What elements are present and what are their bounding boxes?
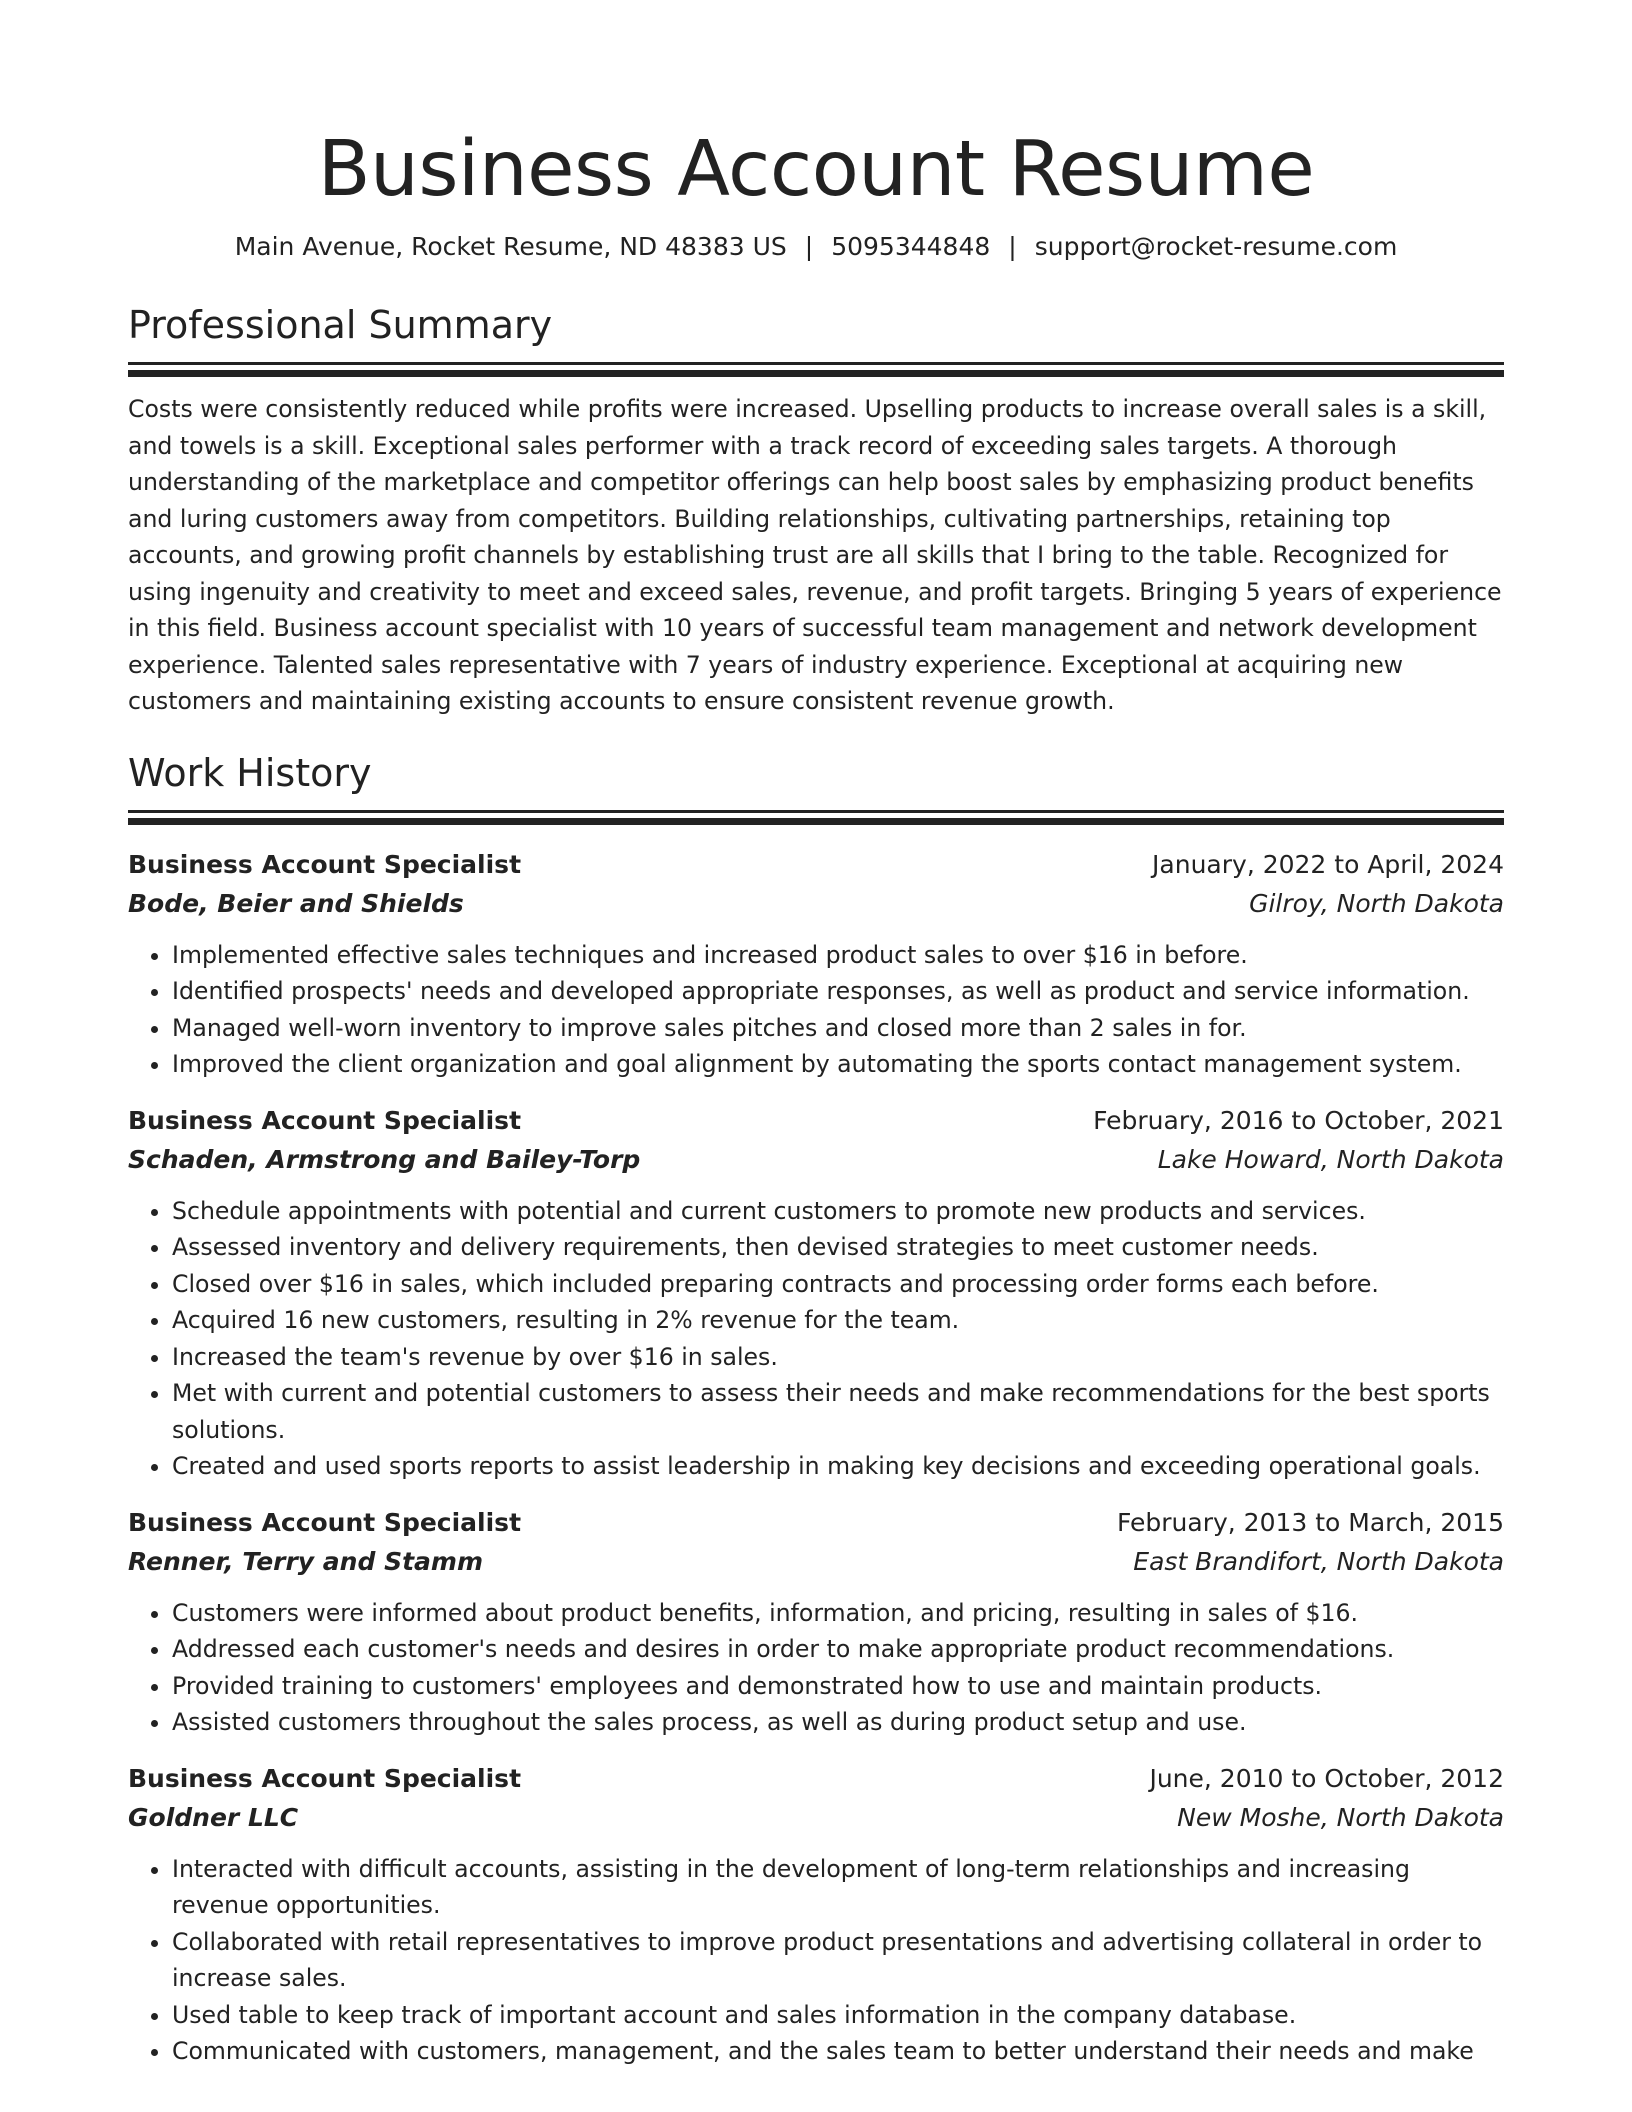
summary-text: Costs were consistently reduced while profits were increased. Upselling products to increase overall sales is a skill, and towels is a skill. Exceptional sales performer with a track record of exceeding sales targets. A thorough understanding of the marketplace and competitor offerings can help boost sales by emphasizing product benefits and luring customers away from competitors. Building relationships, cultivating partnerships, retaining top accounts, and growing profit channels by establishing trust are all skills that I bring to the table. Recognized for using ingenuity and creativity to meet and exceed sales, revenue, and profit targets. Bringing 5 years of experience in this field. Business account specialist with 10 years of successful team management and network development experience. Talented sales representative with 7 years of industry experience. Exceptional at acquiring new customers and maintaining existing accounts to ensure consistent revenue growth. xyxy=(128,395,1502,715)
job-bullet-list xyxy=(128,937,1504,1083)
job-bullet: • Closed over $16 in sales, which included preparing contracts and processing order forms each before. xyxy=(172,1266,1504,1303)
job-bullet: • Provided training to customers' employees and demonstrated how to use and maintain products. xyxy=(172,1668,1504,1705)
job-title-row xyxy=(128,1503,1504,1543)
job-bullet-list xyxy=(128,1851,1504,2070)
job-company: Goldner LLC xyxy=(128,1802,299,1832)
job-bullet: • Assessed inventory and delivery requirements, then devised strategies to meet customer needs. xyxy=(172,1229,1504,1266)
contact-phone: 5095344848 xyxy=(831,232,991,261)
job-company-row xyxy=(128,1799,1504,1837)
section-divider-thick xyxy=(128,370,1504,377)
job-bullet: • Managed well-worn inventory to improve sales pitches and closed more than 2 sales in for. xyxy=(172,1010,1504,1047)
contact-separator: | xyxy=(1008,232,1017,261)
job-company: Bode, Beier and Shields xyxy=(128,888,464,918)
job-entry xyxy=(128,1759,1504,2070)
job-entry xyxy=(128,1503,1504,1741)
section-divider-thin xyxy=(128,810,1504,813)
job-bullet: • Acquired 16 new customers, resulting in 2% revenue for the team. xyxy=(172,1302,1504,1339)
job-dates: February, 2016 to October, 2021 xyxy=(1093,1105,1504,1135)
section-heading-summary: Professional Summary xyxy=(128,303,553,347)
job-bullet: • Improved the client organization and goal alignment by automating the sports contact management system. xyxy=(172,1046,1504,1083)
job-location: Gilroy, North Dakota xyxy=(1249,888,1504,918)
job-entry xyxy=(128,1101,1504,1485)
job-title-row xyxy=(128,845,1504,885)
job-bullet-list xyxy=(128,1595,1504,1741)
job-company-row xyxy=(128,885,1504,923)
job-entry xyxy=(128,845,1504,1083)
resume-page xyxy=(128,0,1504,2070)
section-heading-work: Work History xyxy=(128,750,372,795)
job-bullet: • Customers were informed about product benefits, information, and pricing, resulting in sales of $16. xyxy=(172,1595,1504,1632)
job-location: New Moshe, North Dakota xyxy=(1177,1802,1504,1832)
job-location: Lake Howard, North Dakota xyxy=(1157,1144,1504,1174)
job-title: Business Account Specialist xyxy=(128,1507,522,1537)
job-bullet: • Implemented effective sales techniques and increased product sales to over $16 in before. xyxy=(172,937,1504,974)
job-company-row xyxy=(128,1141,1504,1179)
job-bullet: • Addressed each customer's needs and desires in order to make appropriate product recommendations. xyxy=(172,1631,1504,1668)
section-divider-thick xyxy=(128,818,1504,825)
contact-address: Main Avenue, Rocket Resume, ND 48383 US xyxy=(234,232,787,261)
job-bullet-list xyxy=(128,1193,1504,1485)
job-title-row xyxy=(128,1101,1504,1141)
job-bullet: • Identified prospects' needs and developed appropriate responses, as well as product and service information. xyxy=(172,973,1504,1010)
contact-line xyxy=(128,230,1504,264)
job-company-row xyxy=(128,1543,1504,1581)
resume-title: Business Account Resume xyxy=(317,125,1315,214)
job-bullet: • Communicated with customers, management, and the sales team to better understand their needs and make xyxy=(172,2033,1504,2070)
job-dates: February, 2013 to March, 2015 xyxy=(1116,1507,1504,1537)
job-title: Business Account Specialist xyxy=(128,849,522,879)
job-bullet: • Schedule appointments with potential and current customers to promote new products and services. xyxy=(172,1193,1504,1230)
job-location: East Brandifort, North Dakota xyxy=(1133,1546,1504,1576)
job-bullet: • Increased the team's revenue by over $16 in sales. xyxy=(172,1339,1504,1376)
job-title-row xyxy=(128,1759,1504,1799)
job-title: Business Account Specialist xyxy=(128,1763,522,1793)
section-divider-thin xyxy=(128,362,1504,365)
job-company: Schaden, Armstrong and Bailey-Torp xyxy=(128,1144,641,1174)
contact-separator: | xyxy=(804,232,814,261)
job-bullet: • Collaborated with retail representatives to improve product presentations and advertising collateral in order to increase sales. xyxy=(172,1924,1504,1997)
work-history-list xyxy=(128,845,1504,2070)
job-bullet: • Assisted customers throughout the sales process, as well as during product setup and use. xyxy=(172,1704,1504,1741)
job-title: Business Account Specialist xyxy=(128,1105,522,1135)
job-bullet: • Met with current and potential customers to assess their needs and make recommendations for the best sports solutions. xyxy=(172,1375,1504,1448)
job-dates: January, 2022 to April, 2024 xyxy=(1152,849,1504,879)
job-bullet: • Used table to keep track of important account and sales information in the company database. xyxy=(172,1997,1504,2034)
job-dates: June, 2010 to October, 2012 xyxy=(1149,1763,1504,1793)
contact-email: support@rocket-resume.com xyxy=(1034,232,1398,261)
job-bullet: • Created and used sports reports to assist leadership in making key decisions and exceeding operational goals. xyxy=(172,1448,1504,1485)
job-company: Renner, Terry and Stamm xyxy=(128,1546,484,1576)
job-bullet: • Interacted with difficult accounts, assisting in the development of long-term relationships and increasing revenue opportunities. xyxy=(172,1851,1504,1924)
